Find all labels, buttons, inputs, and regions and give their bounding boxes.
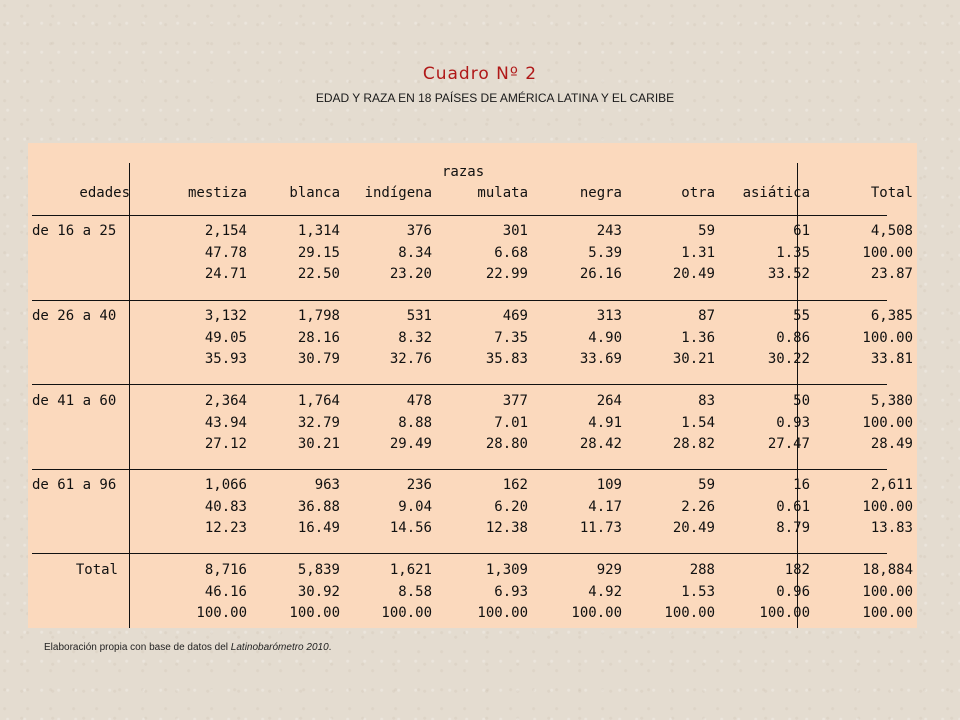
table-cell: 376 <box>406 223 432 239</box>
table-cell: 0.61 <box>776 498 810 515</box>
table-cell: 4,508 <box>870 223 913 239</box>
table-cell: 109 <box>596 477 622 493</box>
table-cell: 24.71 <box>204 266 247 282</box>
table-cell: 6.20 <box>494 498 528 515</box>
table-cell: 1,066 <box>204 477 247 493</box>
column-header-7: Total <box>870 185 913 201</box>
table-cell: 5,839 <box>297 562 340 578</box>
table-cell: 7.01 <box>494 414 528 431</box>
column-header-5: otra <box>681 185 715 201</box>
table-cell: 28.82 <box>672 436 715 452</box>
table-cell: 4.91 <box>588 414 622 431</box>
table-cell: 100.00 <box>477 605 528 621</box>
table-cell: 6.93 <box>494 583 528 600</box>
table-cell: 28.16 <box>297 329 340 346</box>
table-cell: 1.36 <box>681 329 715 346</box>
source-note-text: Elaboración propia con base de datos del <box>44 642 231 653</box>
row-separator <box>32 300 887 301</box>
table-cell: 83 <box>698 393 715 409</box>
table-cell: 29.49 <box>389 436 432 452</box>
table-cell: 2.26 <box>681 498 715 515</box>
table-cell: 236 <box>406 477 432 493</box>
table-cell: 33.81 <box>870 351 913 367</box>
table-cell: 28.80 <box>485 436 528 452</box>
table-cell: 100.00 <box>862 605 913 621</box>
table-cell: 100.00 <box>381 605 432 621</box>
table-cell: 46.16 <box>204 583 247 600</box>
table-cell: 100.00 <box>862 414 913 431</box>
table-cell: 30.92 <box>297 583 340 600</box>
table-cell: 243 <box>596 223 622 239</box>
table-cell: 27.12 <box>204 436 247 452</box>
table-cell: 1.31 <box>681 244 715 261</box>
table-cell: 20.49 <box>672 520 715 536</box>
table-cell: 1,621 <box>389 562 432 578</box>
table-cell: 1.53 <box>681 583 715 600</box>
table-cell: 1,764 <box>297 393 340 409</box>
table-cell: 8.34 <box>398 244 432 261</box>
table-cell: 377 <box>502 393 528 409</box>
row-separator <box>32 384 887 385</box>
table-cell: 100.00 <box>759 605 810 621</box>
table-cell: 23.87 <box>870 266 913 282</box>
table-cell: 59 <box>698 477 715 493</box>
row-label: de 61 a 96 <box>32 477 117 493</box>
row-label: Total <box>75 562 118 578</box>
table-cell: 9.04 <box>398 498 432 515</box>
table-cell: 50 <box>793 393 810 409</box>
row-separator <box>32 215 887 216</box>
table-cell: 59 <box>698 223 715 239</box>
table-cell: 478 <box>406 393 432 409</box>
table-cell: 1,314 <box>297 223 340 239</box>
table-cell: 182 <box>784 562 810 578</box>
table-cell: 5.39 <box>588 244 622 261</box>
table-cell: 12.38 <box>485 520 528 536</box>
table-cell: 264 <box>596 393 622 409</box>
table-cell: 16.49 <box>297 520 340 536</box>
table-cell: 100.00 <box>862 329 913 346</box>
table-cell: 2,364 <box>204 393 247 409</box>
table-cell: 288 <box>689 562 715 578</box>
table-cell: 35.83 <box>485 351 528 367</box>
table-cell: 43.94 <box>204 414 247 431</box>
table-cell: 8,716 <box>204 562 247 578</box>
table-cell: 22.99 <box>485 266 528 282</box>
column-header-1: blanca <box>289 185 340 201</box>
table-cell: 7.35 <box>494 329 528 346</box>
table-cell: 4.92 <box>588 583 622 600</box>
table-cell: 22.50 <box>297 266 340 282</box>
column-header-6: asiática <box>742 185 810 201</box>
table-cell: 28.49 <box>870 436 913 452</box>
column-header-2: indígena <box>364 185 432 201</box>
table-cell: 5,380 <box>870 393 913 409</box>
table-cell: 32.79 <box>297 414 340 431</box>
table-cell: 30.22 <box>767 351 810 367</box>
table-cell: 32.76 <box>389 351 432 367</box>
table-subtitle: EDAD Y RAZA EN 18 PAÍSES DE AMÉRICA LATINA Y EL CARIBE <box>315 91 675 105</box>
table-cell: 1.54 <box>681 414 715 431</box>
row-header-label: edades <box>79 185 130 201</box>
table-cell: 8.79 <box>776 520 810 536</box>
table-cell: 8.58 <box>398 583 432 600</box>
table-cell: 28.42 <box>579 436 622 452</box>
table-cell: 531 <box>406 308 432 324</box>
row-label: de 16 a 25 <box>32 223 117 239</box>
table-cell: 33.52 <box>767 266 810 282</box>
table-cell: 100.00 <box>196 605 247 621</box>
row-label: de 26 a 40 <box>32 308 117 324</box>
table-cell: 35.93 <box>204 351 247 367</box>
table-cell: 6,385 <box>870 308 913 324</box>
column-header-3: mulata <box>477 185 528 201</box>
table-cell: 162 <box>502 477 528 493</box>
table-cell: 1,798 <box>297 308 340 324</box>
table-cell: 2,154 <box>204 223 247 239</box>
table-cell: 8.32 <box>398 329 432 346</box>
table-cell: 16 <box>793 477 810 493</box>
table-cell: 100.00 <box>862 244 913 261</box>
table-cell: 100.00 <box>664 605 715 621</box>
table-cell: 61 <box>793 223 810 239</box>
table-cell: 49.05 <box>204 329 247 346</box>
table-cell: 929 <box>596 562 622 578</box>
table-cell: 40.83 <box>204 498 247 515</box>
table-cell: 4.90 <box>588 329 622 346</box>
table-cell: 55 <box>793 308 810 324</box>
column-header-0: mestiza <box>187 185 247 201</box>
table-cell: 12.23 <box>204 520 247 536</box>
table-cell: 18,884 <box>862 562 913 578</box>
table-cell: 963 <box>314 477 340 493</box>
table-cell: 30.21 <box>672 351 715 367</box>
row-label: de 41 a 60 <box>32 393 117 409</box>
crosstab-table <box>28 143 917 628</box>
table-cell: 1.35 <box>776 244 810 261</box>
table-cell: 87 <box>698 308 715 324</box>
table-title: Cuadro Nº 2 <box>422 64 538 84</box>
table-cell: 13.83 <box>870 520 913 536</box>
table-cell: 3,132 <box>204 308 247 324</box>
table-cell: 0.86 <box>776 329 810 346</box>
column-header-4: negra <box>579 185 622 201</box>
table-cell: 14.56 <box>389 520 432 536</box>
table-cell: 33.69 <box>579 351 622 367</box>
table-cell: 313 <box>596 308 622 324</box>
table-cell: 301 <box>502 223 528 239</box>
table-cell: 469 <box>502 308 528 324</box>
table-cell: 1,309 <box>485 562 528 578</box>
table-cell: 100.00 <box>862 498 913 515</box>
table-cell: 11.73 <box>579 520 622 536</box>
table-cell: 30.79 <box>297 351 340 367</box>
group-header: razas <box>442 164 485 180</box>
table-cell: 0.93 <box>776 414 810 431</box>
table-cell: 2,611 <box>870 477 913 493</box>
source-note <box>44 642 331 653</box>
table-cell: 100.00 <box>571 605 622 621</box>
table-cell: 36.88 <box>297 498 340 515</box>
table-cell: 27.47 <box>767 436 810 452</box>
table-cell: 23.20 <box>389 266 432 282</box>
table-cell: 29.15 <box>297 244 340 261</box>
row-separator <box>32 553 887 554</box>
table-cell: 30.21 <box>297 436 340 452</box>
row-separator <box>32 469 887 470</box>
table-cell: 100.00 <box>862 583 913 600</box>
source-name: Latinobarómetro 2010 <box>230 642 329 653</box>
table-cell: 8.88 <box>398 414 432 431</box>
table-cell: 47.78 <box>204 244 247 261</box>
table-cell: 0.96 <box>776 583 810 600</box>
table-cell: 100.00 <box>289 605 340 621</box>
table-cell: 6.68 <box>494 244 528 261</box>
table-cell: 26.16 <box>579 266 622 282</box>
table-cell: 4.17 <box>588 498 622 515</box>
table-cell: 20.49 <box>672 266 715 282</box>
source-note-end: . <box>328 642 332 653</box>
